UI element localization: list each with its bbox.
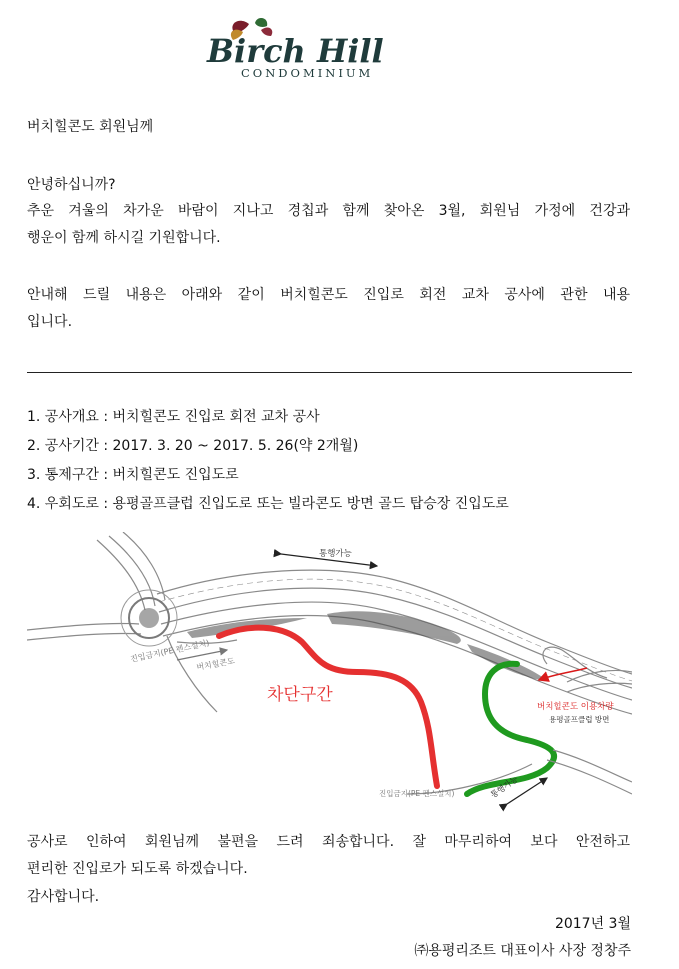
paragraph-line: 추운 겨울의 차가운 바람이 지나고 경칩과 함께 찾아온 3월, 회원님 가정에 건강과 <box>27 203 630 219</box>
birch-hill-logo <box>205 18 445 84</box>
list-item: 3. 통제구간 : 버치힐콘도 진입도로 <box>27 467 239 483</box>
list-item: 4. 우회도로 : 용평골프클럽 진입도로 또는 빌라콘도 방면 골드 탑승장 진입도로 <box>27 496 509 512</box>
divider <box>27 372 632 373</box>
detour-route <box>467 664 554 794</box>
roundabout <box>121 590 177 646</box>
side-roads <box>27 532 237 712</box>
paragraph-notice <box>27 282 630 336</box>
thanks: 감사합니다. <box>27 889 100 905</box>
paragraph-intro <box>27 198 630 252</box>
label-blocked-section: 차단구간 <box>267 685 333 705</box>
label-passable-bottom: 통행가능 <box>488 774 520 800</box>
label-no-entry-bottom: 진입금지(PE 펜스설치) <box>379 789 455 798</box>
list-item: 1. 공사개요 : 버치힐콘도 진입로 회전 교차 공사 <box>27 409 320 425</box>
label-birch-hill: 버치힐콘도 <box>195 656 236 672</box>
road-map <box>27 532 632 815</box>
paragraph-line: 공사로 인하여 회원님께 불편을 드려 죄송합니다. 잘 마무리하여 보다 안전하고 <box>27 834 630 850</box>
list-item: 2. 공사기간 : 2017. 3. 20 ~ 2017. 5. 26(약 2개월) <box>27 438 359 454</box>
lower-roads <box>407 750 632 794</box>
salutation: 버치힐콘도 회원님께 <box>27 119 154 135</box>
paragraph-line: 편리한 진입로가 되도록 하겠습니다. <box>27 861 248 877</box>
blocked-section-route <box>219 628 437 786</box>
greeting: 안녕하십니까? <box>27 177 116 193</box>
signature: ㈜용평리조트 대표이사 사장 정창주 <box>414 943 631 959</box>
road-map-graphic <box>27 532 632 815</box>
label-passable-top: 통행가능 <box>319 549 352 559</box>
paragraph-line: 입니다. <box>27 314 73 330</box>
logo-wordmark: Birch Hill <box>207 32 384 70</box>
label-detour-route: 버치힐콘도 이용차량 <box>537 702 614 712</box>
logo-graphic <box>205 18 445 84</box>
paragraph-line: 안내해 드릴 내용은 아래와 같이 버치힐콘도 진입로 회전 교차 공사에 관한 내용 <box>27 287 630 303</box>
paragraph-closing <box>27 829 630 883</box>
label-no-entry-left: 진입금지(PE 펜스설치) <box>129 638 211 664</box>
details-list <box>27 403 509 519</box>
label-golf-direction: 용평골프클럽 방면 <box>549 715 610 724</box>
date: 2017년 3월 <box>554 916 631 932</box>
paragraph-line: 행운이 함께 하시길 기원합니다. <box>27 230 221 246</box>
logo-subtitle: CONDOMINIUM <box>241 66 374 80</box>
